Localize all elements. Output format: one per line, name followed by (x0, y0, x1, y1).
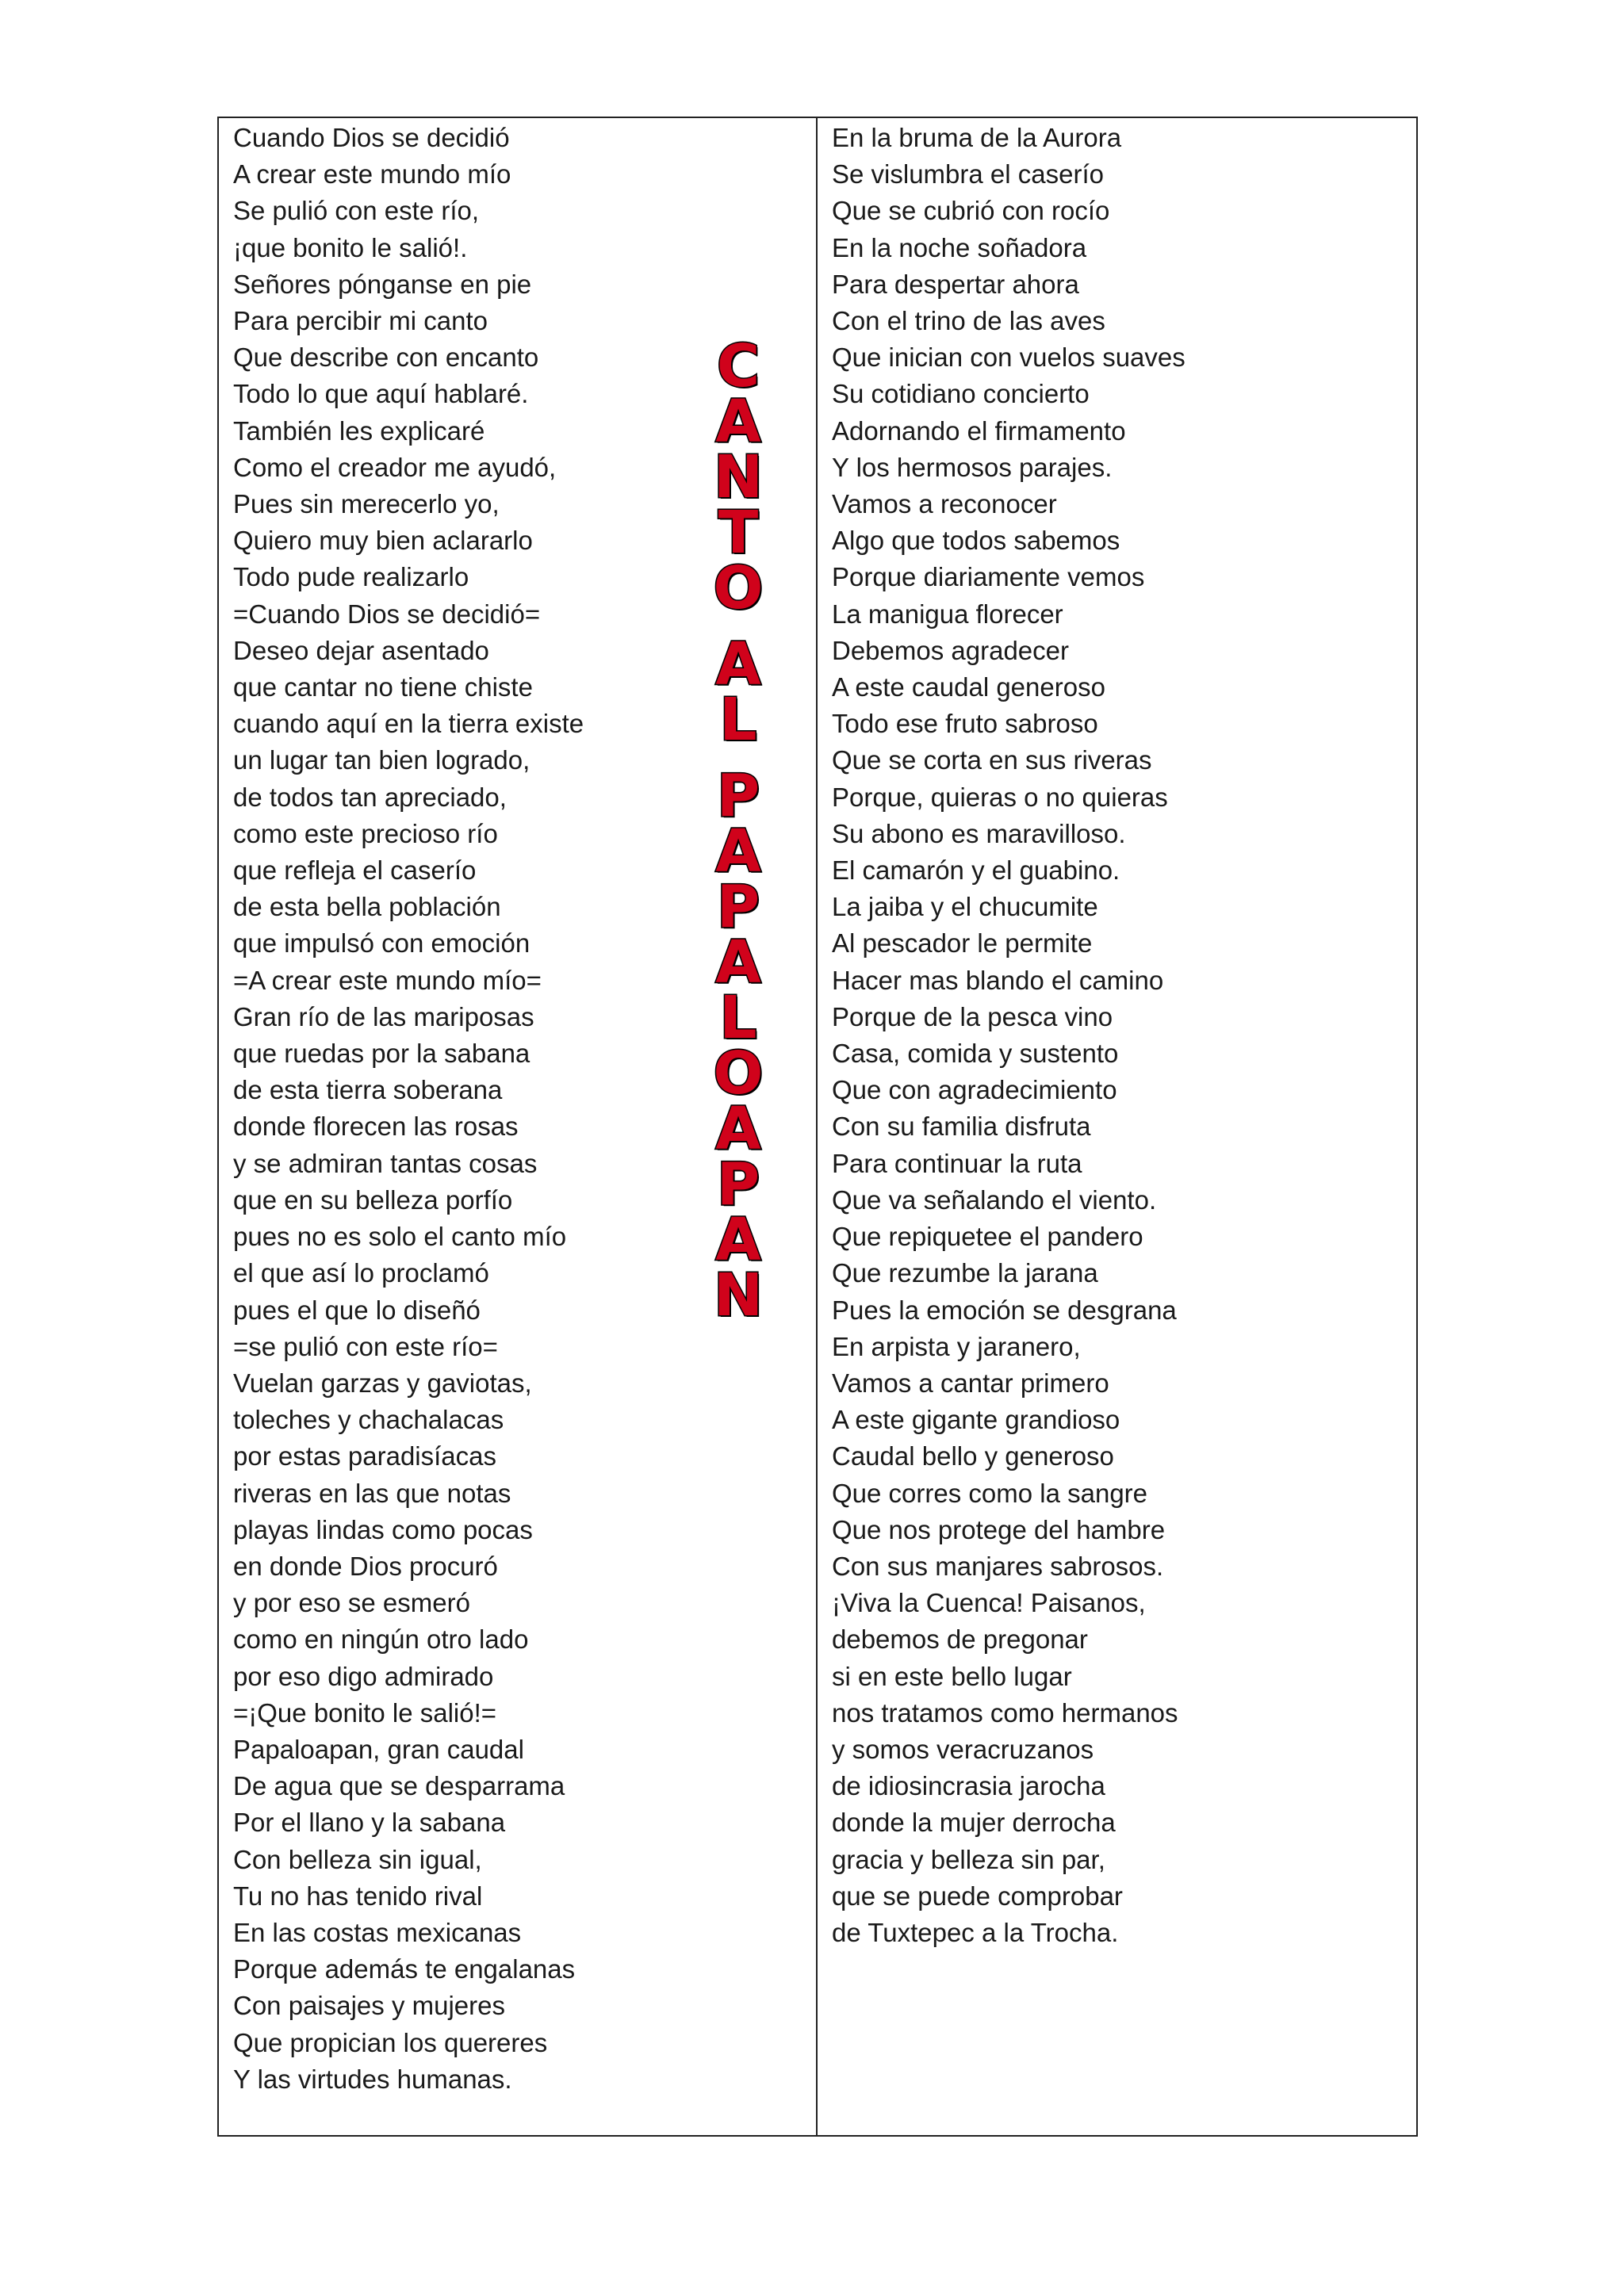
title-letter: A (715, 928, 761, 997)
verse-line: =¡Que bonito le salió!= (233, 1697, 497, 1728)
verse-line: Como el creador me ayudó, (233, 452, 557, 482)
title-letter: P (716, 762, 760, 830)
title-letter: O (713, 1039, 764, 1108)
verse-line: Que corres como la sangre (832, 1478, 1148, 1508)
verse-line: de esta tierra soberana (233, 1075, 503, 1105)
verse-line: Que nos protege del hambre (832, 1514, 1166, 1544)
right-verse-list (832, 120, 1185, 1951)
verse-line: Con sus manjares sabrosos. (832, 1551, 1164, 1581)
verse-line: En las costas mexicanas (233, 1917, 522, 1947)
title-letter: A (715, 388, 761, 456)
title-letter: N (714, 1261, 763, 1330)
verse-line: que se puede comprobar (832, 1881, 1123, 1911)
title-word (713, 762, 764, 1330)
verse-line: A crear este mundo mío (233, 159, 511, 189)
verse-line: toleches y chachalacas (233, 1405, 504, 1435)
verse-line: Que se cubrió con rocío (832, 196, 1110, 226)
title-letter: L (719, 984, 757, 1052)
title-letter: A (715, 1206, 761, 1274)
verse-line: A este caudal generoso (832, 672, 1105, 702)
verse-line: Que va señalando el viento. (832, 1184, 1157, 1215)
verse-line: donde florecen las rosas (233, 1112, 519, 1142)
verse-line: Se vislumbra el caserío (832, 159, 1104, 189)
verse-line: playas lindas como pocas (233, 1514, 533, 1544)
verse-line: Vamos a cantar primero (832, 1368, 1109, 1398)
verse-line: como en ningún otro lado (233, 1624, 529, 1655)
verse-line: Gran río de las mariposas (233, 1001, 534, 1031)
verse-line: Con el trino de las aves (832, 306, 1105, 336)
verse-line: que en su belleza porfío (233, 1184, 513, 1215)
verse-line: nos tratamos como hermanos (832, 1697, 1178, 1728)
verse-line: que ruedas por la sabana (233, 1039, 530, 1069)
verse-line: Su abono es maravilloso. (832, 818, 1126, 848)
verse-line: Porque además te engalanas (233, 1954, 576, 1984)
verse-line: A este gigante grandioso (832, 1405, 1120, 1435)
verse-line: Casa, comida y sustento (832, 1039, 1119, 1069)
verse-line: Para continuar la ruta (832, 1148, 1082, 1178)
verse-line: de idiosincrasia jarocha (832, 1771, 1105, 1801)
verse-line: gracia y belleza sin par, (832, 1844, 1105, 1874)
verse-line: Para despertar ahora (832, 269, 1079, 299)
verse-line: Deseo dejar asentado (233, 635, 489, 665)
verse-line: que impulsó con emoción (233, 928, 530, 959)
verse-line: Su cotidiano concierto (832, 379, 1090, 409)
verse-line: de todos tan apreciado, (233, 782, 507, 812)
verse-line: Caudal bello y generoso (832, 1441, 1114, 1471)
verse-line: Que describe con encanto (233, 342, 539, 373)
verse-line: y se admiran tantas cosas (233, 1148, 538, 1178)
title-letter: N (714, 443, 763, 511)
title-letter: T (718, 499, 759, 567)
title-letter: O (713, 554, 764, 622)
verse-line: Vamos a reconocer (832, 489, 1057, 519)
verse-line: y somos veracruzanos (832, 1734, 1094, 1764)
verse-line: Que propician los quereres (233, 2027, 548, 2057)
verse-line: Que se corta en sus riveras (832, 745, 1152, 775)
verse-line: En la bruma de la Aurora (832, 123, 1122, 152)
verse-line: ¡Viva la Cuenca! Paisanos, (832, 1588, 1146, 1618)
title-letter: A (715, 630, 761, 698)
verse-line: Todo ese fruto sabroso (832, 709, 1098, 739)
verse-line: Porque, quieras o no quieras (832, 782, 1168, 812)
verse-line: =Cuando Dios se decidió= (233, 599, 541, 629)
verse-line: El camarón y el guabino. (832, 855, 1120, 886)
verse-line: Debemos agradecer (832, 635, 1069, 665)
right-column (818, 118, 1416, 2135)
title-letter: C (716, 332, 760, 400)
title-letter: P (716, 873, 760, 941)
left-column (219, 118, 818, 2135)
verse-line: de esta bella población (233, 892, 501, 922)
verse-line: pues el que lo diseñó (233, 1295, 481, 1325)
poem-table (217, 117, 1418, 2137)
verse-line: En la noche soñadora (832, 232, 1087, 262)
verse-line: Hacer mas blando el camino (832, 965, 1164, 995)
verse-line: Para percibir mi canto (233, 306, 488, 336)
verse-line: de Tuxtepec a la Trocha. (832, 1917, 1119, 1947)
verse-line: =A crear este mundo mío= (233, 965, 542, 995)
verse-line: Con belleza sin igual, (233, 1844, 482, 1874)
verse-line: Que inician con vuelos suaves (832, 342, 1185, 373)
verse-line: Adornando el firmamento (832, 415, 1126, 446)
verse-line: Tu no has tenido rival (233, 1881, 483, 1911)
verse-line: Pues la emoción se desgrana (832, 1295, 1177, 1325)
verse-line: Pues sin merecerlo yo, (233, 489, 500, 519)
verse-line: cuando aquí en la tierra existe (233, 709, 584, 739)
verse-line: Con su familia disfruta (832, 1112, 1091, 1142)
verse-line: donde la mujer derrocha (832, 1808, 1116, 1838)
title-letter: A (715, 817, 761, 886)
verse-line: Se pulió con este río, (233, 196, 480, 226)
verse-line: Quiero muy bien aclararlo (233, 526, 533, 556)
verse-line: De agua que se desparrama (233, 1771, 565, 1801)
verse-line: Señores pónganse en pie (233, 269, 532, 299)
verse-line: Porque diariamente vemos (832, 562, 1145, 592)
verse-line: y por eso se esmeró (233, 1588, 470, 1618)
verse-line: Que repiquetee el pandero (832, 1222, 1143, 1252)
verse-line: pues no es solo el canto mío (233, 1222, 567, 1252)
verse-line: Que rezumbe la jarana (832, 1258, 1098, 1288)
verse-line: Algo que todos sabemos (832, 526, 1120, 556)
verse-line: ¡que bonito le salió!. (233, 232, 468, 262)
title-letter: A (715, 1095, 761, 1163)
verse-line: Por el llano y la sabana (233, 1808, 506, 1838)
title-letter: L (719, 686, 757, 754)
verse-line: que refleja el caserío (233, 855, 477, 886)
verse-line: Todo pude realizarlo (233, 562, 469, 592)
title-word (713, 332, 764, 622)
verse-line: La manigua florecer (832, 599, 1063, 629)
verse-line: por eso digo admirado (233, 1661, 494, 1691)
verse-line: Cuando Dios se decidió (233, 123, 510, 152)
verse-line: También les explicaré (233, 415, 485, 446)
verse-line: como este precioso río (233, 818, 498, 848)
verse-line: Vuelan garzas y gaviotas, (233, 1368, 532, 1398)
verse-line: Todo lo que aquí hablaré. (233, 379, 529, 409)
title-letter: P (716, 1150, 760, 1219)
verse-line: Papaloapan, gran caudal (233, 1734, 524, 1764)
verse-line: Con paisajes y mujeres (233, 1991, 505, 2021)
verse-line: Que con agradecimiento (832, 1075, 1117, 1105)
verse-line: =se pulió con este río= (233, 1331, 498, 1361)
verse-line: En arpista y jaranero, (832, 1331, 1081, 1361)
verse-line: en donde Dios procuró (233, 1551, 498, 1581)
verse-line: riveras en las que notas (233, 1478, 511, 1508)
verse-line: un lugar tan bien logrado, (233, 745, 530, 775)
title-word (715, 630, 761, 754)
verse-line: debemos de pregonar (832, 1624, 1088, 1655)
verse-line: Porque de la pesca vino (832, 1001, 1113, 1031)
left-verse-list (233, 120, 584, 2098)
verse-line: La jaiba y el chucumite (832, 892, 1098, 922)
verse-line: Y los hermosos parajes. (832, 452, 1113, 482)
verse-line: por estas paradisíacas (233, 1441, 497, 1471)
verse-line: el que así lo proclamó (233, 1258, 489, 1288)
verse-line: que cantar no tiene chiste (233, 672, 533, 702)
verse-line: Al pescador le permite (832, 928, 1093, 959)
vertical-title (691, 332, 786, 1330)
verse-line: si en este bello lugar (832, 1661, 1072, 1691)
verse-line: Y las virtudes humanas. (233, 2064, 512, 2094)
